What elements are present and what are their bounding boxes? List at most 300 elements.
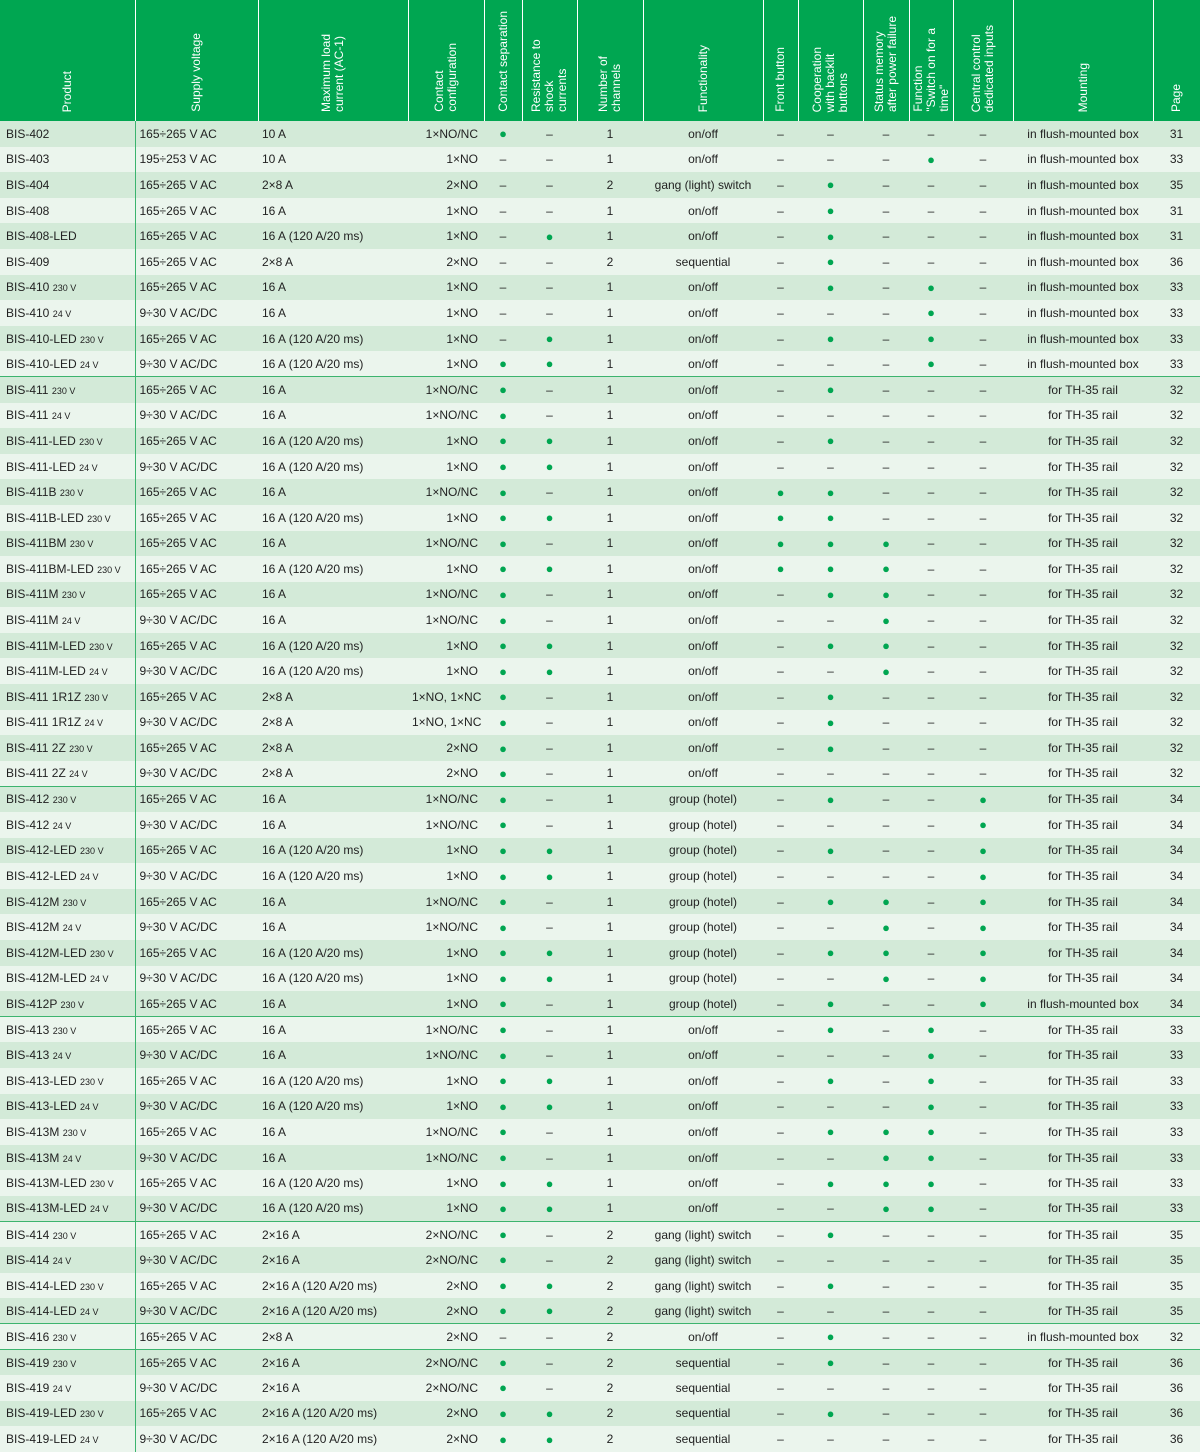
dash-mark: – [927, 382, 935, 397]
dot-icon: ● [545, 1098, 554, 1114]
supply-voltage-cell: 165÷265 V AC [135, 838, 258, 864]
max-load-cell: 16 A [258, 1017, 408, 1043]
status-memory-cell [863, 914, 909, 940]
shock-resistance-cell [522, 1119, 577, 1145]
max-load-cell: 16 A [258, 582, 408, 608]
page-cell: 33 [1153, 1170, 1200, 1196]
product-cell [0, 531, 135, 557]
product-cell [0, 1094, 135, 1120]
page-cell: 35 [1153, 1222, 1200, 1248]
page-cell: 33 [1153, 1196, 1200, 1222]
page-cell: 34 [1153, 940, 1200, 966]
switch-on-time-cell [909, 505, 953, 531]
product-voltage-suffix: 230 V [84, 692, 109, 703]
dash-mark: – [927, 1227, 935, 1242]
page-cell: 36 [1153, 1375, 1200, 1401]
dash-mark: – [777, 894, 784, 909]
central-control-cell [953, 1222, 1013, 1248]
dash-mark: – [927, 996, 935, 1011]
product-cell [0, 351, 135, 377]
product-voltage-suffix: 24 V [61, 616, 81, 627]
central-control-cell [953, 172, 1013, 198]
product-name: BIS-409 [6, 254, 50, 269]
supply-voltage-cell: 9÷30 V AC/DC [135, 658, 258, 684]
page-cell: 33 [1153, 1042, 1200, 1068]
table-row [0, 1170, 1200, 1196]
dot-icon: ● [882, 1200, 890, 1216]
central-control-cell [953, 940, 1013, 966]
dash-mark: – [546, 1380, 553, 1395]
mounting-cell: for TH-35 rail [1013, 403, 1153, 429]
central-control-cell [953, 1119, 1013, 1145]
table-row [0, 1426, 1200, 1452]
mounting-cell: for TH-35 rail [1013, 556, 1153, 582]
header-contact-configuration: Contact configuration [408, 0, 484, 121]
dot-icon: ● [826, 484, 835, 500]
dash-mark: – [882, 741, 890, 756]
table-row [0, 531, 1200, 557]
dash-mark: – [927, 254, 935, 269]
supply-voltage-cell: 195÷253 V AC [135, 147, 258, 173]
product-voltage-suffix: 230 V [69, 744, 93, 755]
front-button-cell [763, 1068, 798, 1094]
contact-separation-cell [484, 735, 522, 761]
dash-mark: – [927, 869, 935, 884]
product-voltage-suffix: 230 V [52, 1230, 77, 1241]
page-cell: 34 [1153, 838, 1200, 864]
mounting-cell: for TH-35 rail [1013, 658, 1153, 684]
shock-resistance-cell [522, 940, 577, 966]
dash-mark: – [979, 459, 987, 474]
status-memory-cell [863, 1222, 909, 1248]
dot-icon: ● [826, 1278, 835, 1294]
shock-resistance-cell [522, 198, 577, 224]
dash-mark: – [927, 1432, 935, 1447]
dash-mark: – [927, 587, 935, 602]
max-load-cell: 2×16 A (120 A/20 ms) [258, 1426, 408, 1452]
backlit-cell [798, 889, 863, 915]
max-load-cell: 16 A (120 A/20 ms) [258, 1068, 408, 1094]
dot-icon: ● [499, 894, 507, 910]
dash-mark: – [546, 177, 553, 192]
page-cell: 32 [1153, 607, 1200, 633]
channels-cell: 1 [577, 607, 643, 633]
max-load-cell: 16 A (120 A/20 ms) [258, 1094, 408, 1120]
front-button-cell [763, 198, 798, 224]
table-row [0, 428, 1200, 454]
product-cell [0, 172, 135, 198]
dot-icon: ● [826, 996, 835, 1012]
max-load-cell: 16 A (120 A/20 ms) [258, 326, 408, 352]
table-row [0, 172, 1200, 198]
backlit-cell [798, 940, 863, 966]
dash-mark: – [979, 766, 987, 781]
dot-icon: ● [545, 228, 554, 244]
max-load-cell: 2×16 A (120 A/20 ms) [258, 1273, 408, 1299]
dot-icon: ● [826, 1175, 835, 1191]
dot-icon: ● [499, 996, 507, 1012]
dash-mark: – [777, 996, 784, 1011]
dash-mark: – [927, 1380, 935, 1395]
header-backlit: Cooperation with backlit buttons [798, 0, 863, 121]
switch-on-time-cell [909, 633, 953, 659]
front-button-cell [763, 377, 798, 403]
functionality-cell: on/off [643, 428, 763, 454]
front-button-cell [763, 1222, 798, 1248]
supply-voltage-cell: 165÷265 V AC [135, 684, 258, 710]
contact-configuration-cell: 1×NO/NC [408, 1119, 484, 1145]
product-name: BIS-411-LED [6, 459, 76, 474]
dot-icon: ● [499, 765, 507, 781]
central-control-cell [953, 1273, 1013, 1299]
table-row [0, 786, 1200, 812]
channels-cell: 2 [577, 1298, 643, 1324]
status-memory-cell [863, 1196, 909, 1222]
mounting-cell: for TH-35 rail [1013, 454, 1153, 480]
header-page: Page [1153, 0, 1200, 121]
dash-mark: – [882, 331, 890, 346]
central-control-cell [953, 1426, 1013, 1452]
contact-separation-cell [484, 889, 522, 915]
dash-mark: – [777, 356, 784, 371]
switch-on-time-cell [909, 607, 953, 633]
supply-voltage-cell: 165÷265 V AC [135, 223, 258, 249]
switch-on-time-cell [909, 403, 953, 429]
status-memory-cell [863, 940, 909, 966]
dash-mark: – [979, 331, 987, 346]
dash-mark: – [979, 229, 987, 244]
dash-mark: – [546, 1124, 553, 1139]
backlit-cell [798, 377, 863, 403]
functionality-cell: on/off [643, 607, 763, 633]
status-memory-cell [863, 556, 909, 582]
dash-mark: – [882, 510, 890, 525]
contact-separation-cell [484, 1145, 522, 1171]
contact-separation-cell [484, 531, 522, 557]
contact-separation-cell [484, 198, 522, 224]
mounting-cell: for TH-35 rail [1013, 1170, 1153, 1196]
table-row [0, 249, 1200, 275]
product-cell [0, 863, 135, 889]
dash-mark: – [927, 433, 935, 448]
dash-mark: – [979, 587, 987, 602]
product-name: BIS-412P [6, 996, 58, 1011]
mounting-cell: for TH-35 rail [1013, 786, 1153, 812]
max-load-cell: 16 A [258, 300, 408, 326]
product-voltage-suffix: 24 V [80, 359, 99, 370]
dash-mark: – [777, 920, 784, 935]
front-button-cell [763, 1324, 798, 1350]
dash-mark: – [499, 1329, 507, 1344]
supply-voltage-cell: 165÷265 V AC [135, 505, 258, 531]
max-load-cell: 2×8 A [258, 684, 408, 710]
channels-cell: 2 [577, 1273, 643, 1299]
max-load-cell: 2×8 A [258, 1324, 408, 1350]
dash-mark: – [927, 689, 935, 704]
supply-voltage-cell: 165÷265 V AC [135, 556, 258, 582]
central-control-cell [953, 479, 1013, 505]
switch-on-time-cell [909, 1273, 953, 1299]
page-cell: 33 [1153, 300, 1200, 326]
max-load-cell: 2×16 A [258, 1247, 408, 1273]
contact-separation-cell [484, 403, 522, 429]
page-cell: 32 [1153, 531, 1200, 557]
central-control-cell [953, 582, 1013, 608]
status-memory-cell [863, 607, 909, 633]
dash-mark: – [882, 280, 890, 295]
dash-mark: – [882, 1406, 890, 1421]
dot-icon: ● [499, 459, 507, 475]
header-central-control: Central control dedicated inputs [953, 0, 1013, 121]
status-memory-cell [863, 1426, 909, 1452]
shock-resistance-cell [522, 428, 577, 454]
shock-resistance-cell [522, 147, 577, 173]
dash-mark: – [979, 1048, 987, 1063]
max-load-cell: 16 A [258, 403, 408, 429]
contact-configuration-cell: 2×NO [408, 172, 484, 198]
dash-mark: – [827, 1150, 834, 1165]
page-cell: 36 [1153, 1401, 1200, 1427]
front-button-cell [763, 351, 798, 377]
supply-voltage-cell: 9÷30 V AC/DC [135, 812, 258, 838]
table-row [0, 1119, 1200, 1145]
product-voltage-suffix: 230 V [87, 513, 111, 524]
dash-mark: – [882, 817, 890, 832]
dot-icon: ● [927, 331, 935, 347]
functionality-cell: on/off [643, 351, 763, 377]
page-cell: 34 [1153, 966, 1200, 992]
dash-mark: – [979, 485, 987, 500]
shock-resistance-cell [522, 812, 577, 838]
front-button-cell [763, 556, 798, 582]
switch-on-time-cell [909, 351, 953, 377]
channels-cell: 1 [577, 1196, 643, 1222]
dash-mark: – [882, 152, 890, 167]
switch-on-time-cell [909, 914, 953, 940]
contact-configuration-cell: 2×NO/NC [408, 1247, 484, 1273]
switch-on-time-cell [909, 1119, 953, 1145]
mounting-cell: for TH-35 rail [1013, 684, 1153, 710]
product-name: BIS-412 [6, 817, 50, 832]
switch-on-time-cell [909, 735, 953, 761]
backlit-cell [798, 863, 863, 889]
shock-resistance-cell [522, 1068, 577, 1094]
dash-mark: – [777, 817, 784, 832]
dot-icon: ● [927, 305, 935, 321]
product-cell [0, 300, 135, 326]
dash-mark: – [979, 689, 987, 704]
dot-icon: ● [545, 1200, 554, 1216]
dot-icon: ● [545, 459, 554, 475]
backlit-cell [798, 505, 863, 531]
contact-separation-cell [484, 300, 522, 326]
mounting-cell: for TH-35 rail [1013, 633, 1153, 659]
dot-icon: ● [882, 561, 890, 577]
functionality-cell: gang (light) switch [643, 172, 763, 198]
central-control-cell [953, 147, 1013, 173]
dot-icon: ● [499, 919, 507, 935]
page-cell: 34 [1153, 786, 1200, 812]
dot-icon: ● [499, 638, 507, 654]
dot-icon: ● [882, 1175, 890, 1191]
dash-mark: – [927, 894, 935, 909]
dot-icon: ● [545, 1278, 554, 1294]
mounting-cell: for TH-35 rail [1013, 1298, 1153, 1324]
backlit-cell [798, 1298, 863, 1324]
dot-icon: ● [927, 1073, 935, 1089]
product-voltage-suffix: 230 V [80, 1409, 104, 1420]
dash-mark: – [546, 382, 553, 397]
central-control-cell [953, 275, 1013, 301]
supply-voltage-cell: 9÷30 V AC/DC [135, 1298, 258, 1324]
dash-mark: – [979, 382, 987, 397]
dash-mark: – [882, 1252, 890, 1267]
dot-icon: ● [545, 1431, 554, 1447]
dot-icon: ● [499, 535, 507, 551]
status-memory-cell [863, 428, 909, 454]
dot-icon: ● [499, 663, 507, 679]
shock-resistance-cell [522, 658, 577, 684]
contact-separation-cell [484, 607, 522, 633]
dash-mark: – [979, 177, 987, 192]
dot-icon: ● [499, 1355, 507, 1371]
mounting-cell: in flush-mounted box [1013, 326, 1153, 352]
dash-mark: – [546, 536, 553, 551]
product-cell [0, 684, 135, 710]
dash-mark: – [777, 433, 784, 448]
product-cell [0, 454, 135, 480]
page-cell: 34 [1153, 914, 1200, 940]
front-button-cell [763, 1247, 798, 1273]
contact-separation-cell [484, 966, 522, 992]
product-cell [0, 735, 135, 761]
central-control-cell [953, 351, 1013, 377]
front-button-cell [763, 761, 798, 787]
status-memory-cell [863, 1017, 909, 1043]
contact-configuration-cell: 1×NO [408, 454, 484, 480]
dash-mark: – [979, 638, 987, 653]
dot-icon: ● [545, 1303, 554, 1319]
max-load-cell: 16 A (120 A/20 ms) [258, 351, 408, 377]
dash-mark: – [777, 1150, 784, 1165]
front-button-cell [763, 658, 798, 684]
dot-icon: ● [979, 868, 987, 884]
front-button-cell [763, 940, 798, 966]
dash-mark: – [546, 766, 553, 781]
page-cell: 33 [1153, 1145, 1200, 1171]
product-name: BIS-410-LED [6, 356, 77, 371]
switch-on-time-cell [909, 1324, 953, 1350]
central-control-cell [953, 1068, 1013, 1094]
backlit-cell [798, 991, 863, 1017]
dash-mark: – [777, 1355, 784, 1370]
product-name: BIS-404 [6, 177, 50, 192]
contact-configuration-cell: 1×NO/NC [408, 377, 484, 403]
central-control-cell [953, 658, 1013, 684]
channels-cell: 1 [577, 582, 643, 608]
front-button-cell [763, 966, 798, 992]
table-row [0, 1273, 1200, 1299]
channels-cell: 1 [577, 428, 643, 454]
central-control-cell [953, 812, 1013, 838]
product-name: BIS-419-LED [6, 1432, 77, 1447]
switch-on-time-cell [909, 1068, 953, 1094]
table-row [0, 991, 1200, 1017]
dash-mark: – [927, 485, 935, 500]
front-button-cell [763, 582, 798, 608]
switch-on-time-cell [909, 1222, 953, 1248]
dot-icon: ● [499, 484, 507, 500]
dash-mark: – [546, 587, 553, 602]
switch-on-time-cell [909, 684, 953, 710]
front-button-cell [763, 326, 798, 352]
max-load-cell: 2×8 A [258, 761, 408, 787]
central-control-cell [953, 223, 1013, 249]
dash-mark: – [882, 1099, 890, 1114]
dot-icon: ● [499, 586, 507, 602]
dash-mark: – [777, 331, 784, 346]
product-name: BIS-414-LED [6, 1303, 77, 1318]
status-memory-cell [863, 377, 909, 403]
central-control-cell [953, 1350, 1013, 1376]
backlit-cell [798, 735, 863, 761]
dash-mark: – [827, 1303, 834, 1318]
dot-icon: ● [499, 561, 507, 577]
channels-cell: 2 [577, 1401, 643, 1427]
dash-mark: – [979, 408, 987, 423]
dash-mark: – [546, 254, 553, 269]
dash-mark: – [882, 689, 890, 704]
supply-voltage-cell: 9÷30 V AC/DC [135, 403, 258, 429]
dash-mark: – [979, 1176, 987, 1191]
dot-icon: ● [499, 1073, 507, 1089]
dash-mark: – [777, 254, 784, 269]
product-name: BIS-411M [6, 587, 59, 602]
mounting-cell: for TH-35 rail [1013, 735, 1153, 761]
supply-voltage-cell: 9÷30 V AC/DC [135, 761, 258, 787]
contact-separation-cell [484, 838, 522, 864]
max-load-cell: 10 A [258, 121, 408, 147]
central-control-cell [953, 556, 1013, 582]
channels-cell: 1 [577, 786, 643, 812]
central-control-cell [953, 1196, 1013, 1222]
max-load-cell: 16 A [258, 479, 408, 505]
backlit-cell [798, 966, 863, 992]
switch-on-time-cell [909, 377, 953, 403]
contact-separation-cell [484, 786, 522, 812]
front-button-cell [763, 1273, 798, 1299]
product-voltage-suffix: 230 V [80, 334, 104, 345]
shock-resistance-cell [522, 1145, 577, 1171]
dash-mark: – [827, 1252, 834, 1267]
dash-mark: – [979, 1124, 987, 1139]
dash-mark: – [777, 1176, 784, 1191]
contact-configuration-cell: 1×NO/NC [408, 812, 484, 838]
status-memory-cell [863, 1119, 909, 1145]
mounting-cell: for TH-35 rail [1013, 1350, 1153, 1376]
dash-mark: – [827, 1048, 834, 1063]
dot-icon: ● [979, 791, 987, 807]
supply-voltage-cell: 9÷30 V AC/DC [135, 710, 258, 736]
mounting-cell: for TH-35 rail [1013, 1401, 1153, 1427]
shock-resistance-cell [522, 121, 577, 147]
dot-icon: ● [826, 1405, 835, 1421]
product-cell [0, 761, 135, 787]
dot-icon: ● [979, 894, 987, 910]
shock-resistance-cell [522, 991, 577, 1017]
dash-mark: – [546, 894, 553, 909]
backlit-cell [798, 582, 863, 608]
